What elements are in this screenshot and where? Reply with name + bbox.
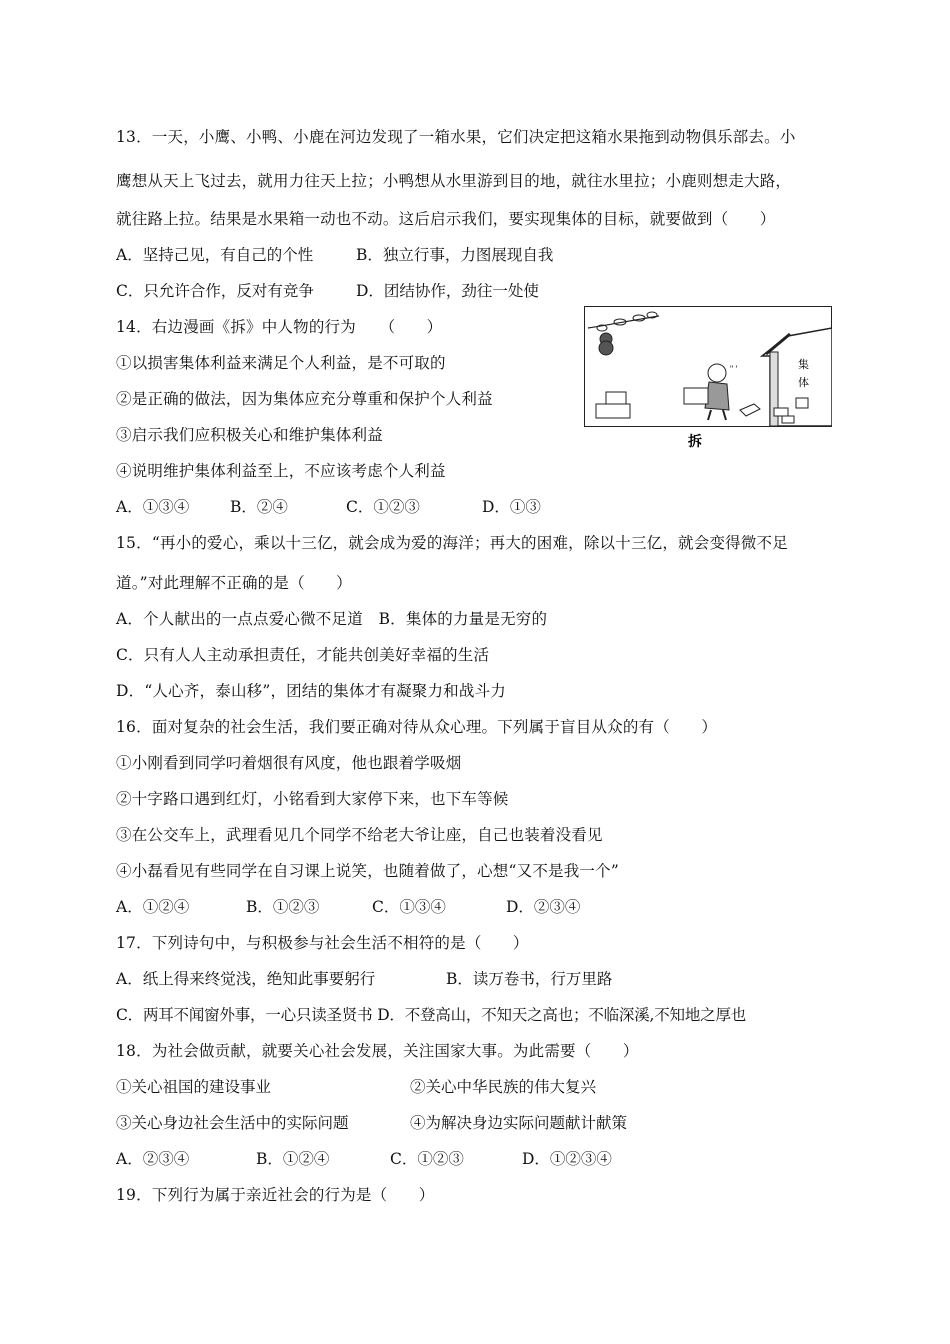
q13-option-d: D．团结协作，劲往一处使 — [356, 282, 539, 300]
q18-option-b: B．①②④ — [256, 1150, 330, 1168]
q16-stem: 16．面对复杂的社会生活，我们要正确对待从众心理。下列属于盲目从众的有（ ） — [116, 718, 718, 736]
q18-stem: 18．为社会做贡献，就要关心社会发展，关注国家大事。为此需要（ ） — [116, 1042, 639, 1060]
q19-stem: 19．下列行为属于亲近社会的行为是（ ） — [116, 1186, 435, 1204]
q13-stem-line-1: 13．一天，小鹰、小鸭、小鹿在河边发现了一箱水果，它们决定把这箱水果拖到动物俱乐部去。小 — [116, 128, 796, 146]
q15-options-ab: A．个人献出的一点点爱心微不足道 B．集体的力量是无穷的 — [116, 610, 548, 628]
q18-statement-4: ④为解决身边实际问题献计献策 — [410, 1114, 628, 1132]
q16-option-b: B．①②③ — [246, 898, 320, 916]
q17-stem: 17．下列诗句中，与积极参与社会生活不相符的是（ ） — [116, 934, 529, 952]
q17-options-cd: C．两耳不闻窗外事，一心只读圣贤书 D．不登高山，不知天之高也；不临深溪,不知地之厚也 — [116, 1006, 747, 1024]
q13-stem-line-3: 就往路上拉。结果是水果箱一动也不动。这后启示我们，要实现集体的目标，就要做到（ ） — [116, 210, 776, 228]
cartoon-chai-illustration — [584, 306, 832, 452]
q14-statement-2: ②是正确的做法，因为集体应充分尊重和保护个人利益 — [116, 390, 493, 408]
q16-option-a: A．①②④ — [116, 898, 190, 916]
q16-statement-1: ①小刚看到同学叼着烟很有风度，他也跟着学吸烟 — [116, 754, 462, 772]
q18-option-d: D．①②③④ — [522, 1150, 612, 1168]
q17-option-a: A．纸上得来终觉浅，绝知此事要躬行 — [116, 970, 376, 988]
q15-stem-line-1: 15．“再小的爱心，乘以十三亿，就会成为爱的海洋；再大的困难，除以十三亿，就会变得微不足 — [116, 534, 788, 552]
q14-statement-1: ①以损害集体利益来满足个人利益，是不可取的 — [116, 354, 446, 372]
q14-option-d: D．①③ — [482, 498, 541, 516]
q18-option-c: C．①②③ — [390, 1150, 464, 1168]
q16-option-c: C．①③④ — [372, 898, 446, 916]
q13-option-a: A．坚持己见，有自己的个性 — [116, 246, 314, 264]
q15-stem-line-2: 道。”对此理解不正确的是（ ） — [116, 574, 352, 592]
q14-statement-4: ④说明维护集体利益至上，不应该考虑个人利益 — [116, 462, 446, 480]
q18-statement-2: ②关心中华民族的伟大复兴 — [410, 1078, 597, 1096]
q13-option-b: B．独立行事，力图展现自我 — [356, 246, 554, 264]
cartoon-wall-text-1: 集 — [798, 359, 809, 371]
q16-statement-3: ③在公交车上，武理看见几个同学不给老大爷让座，自己也装着没看见 — [116, 826, 603, 844]
q14-statement-3: ③启示我们应积极关心和维护集体利益 — [116, 426, 383, 444]
q15-option-c: C．只有人人主动承担责任，才能共创美好幸福的生活 — [116, 646, 490, 664]
q14-option-a: A．①③④ — [116, 498, 190, 516]
q13-option-c: C．只允许合作，反对有竞争 — [116, 282, 314, 300]
q18-statement-3: ③关心身边社会生活中的实际问题 — [116, 1114, 349, 1132]
q14-stem: 14．右边漫画《拆》中人物的行为 （ ） — [116, 318, 443, 336]
q17-option-b: B．读万卷书，行万里路 — [446, 970, 613, 988]
q18-option-a: A．②③④ — [116, 1150, 190, 1168]
svg-text:" ': " ' — [730, 364, 738, 374]
q14-option-b: B．②④ — [230, 498, 288, 516]
q18-statement-1: ①关心祖国的建设事业 — [116, 1078, 272, 1096]
q13-stem-line-2: 鹰想从天上飞过去，就用力往天上拉；小鸭想从水里游到目的地，就往水里拉；小鹿则想走大路， — [116, 172, 792, 190]
q16-option-d: D．②③④ — [506, 898, 581, 916]
q16-statement-2: ②十字路口遇到红灯，小铭看到大家停下来，也下车等候 — [116, 790, 509, 808]
cartoon-wall-text-2: 体 — [798, 377, 809, 389]
q15-option-d: D．“人心齐，泰山移”，团结的集体才有凝聚力和战斗力 — [116, 682, 506, 700]
q16-statement-4: ④小磊看见有些同学在自习课上说笑，也随着做了，心想“又不是我一个” — [116, 862, 619, 880]
cartoon-caption: 拆 — [688, 433, 702, 449]
q14-option-c: C．①②③ — [346, 498, 420, 516]
